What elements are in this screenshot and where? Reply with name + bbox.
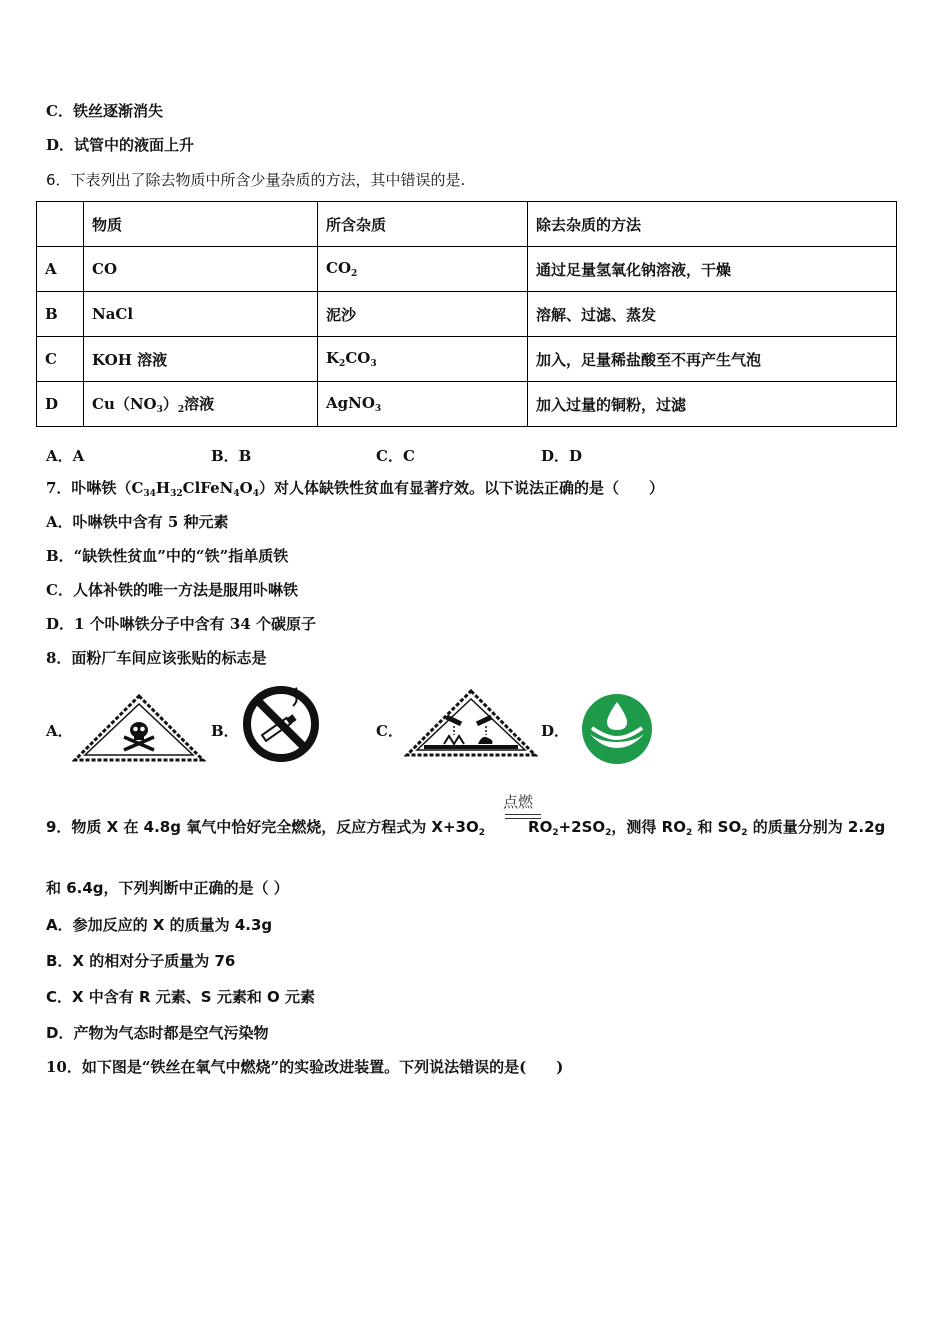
q7-option-d: D．1 个卟啉铁分子中含有 34 个碳原子 [46,615,316,633]
reaction-condition: 点燃 [503,793,534,811]
header-cell: 物质 [84,202,318,247]
q8-label-a: A． [46,722,73,740]
q6-table [36,201,897,427]
q9-option-b: B．X 的相对分子质量为 76 [46,952,236,970]
table-row [37,247,897,292]
row-label: D [37,382,84,427]
q8-stem: 8．面粉厂车间应该张贴的标志是 [46,649,267,667]
no-smoking-icon [241,684,321,764]
row-label: C [37,337,84,382]
water-saving-icon [580,692,654,766]
q8-label-b: B． [211,722,239,740]
q8-label-d: D． [541,722,570,740]
method-cell: 加入，足量稀盐酸至不再产生气泡 [528,337,897,382]
substance-cell: KOH 溶液 [84,337,318,382]
q9-stem-continued: 和 6.4g，下列判断中正确的是（ ） [46,879,289,897]
header-cell: 所含杂质 [318,202,528,247]
impurity-cell: AgNO$_3$ [318,382,528,427]
substance-cell: CO [84,247,318,292]
corrosive-warning-icon [404,688,538,758]
q9-option-d: D．产物为气态时都是空气污染物 [46,1024,269,1042]
substance-cell: NaCl [84,292,318,337]
header-cell [37,202,84,247]
table-row [37,292,897,337]
table-row [37,337,897,382]
q6-option-b: B．B [211,447,252,465]
table-header-row [37,202,897,247]
q9-option-c: C．X 中含有 R 元素、S 元素和 O 元素 [46,988,316,1006]
q8-label-c: C． [376,722,403,740]
q7-option-b: B．“缺铁性贫血”中的“铁”指单质铁 [46,547,289,565]
substance-cell: $Cu(NO_3)_2$溶液 [84,382,318,427]
q7-option-a: A．卟啉铁中含有 5 种元素 [46,513,229,531]
q5-option-d: D．试管中的液面上升 [46,136,195,154]
q10-stem: 10．如下图是“铁丝在氧气中燃烧”的实验改进装置。下列说法错误的是( ) [46,1058,564,1076]
row-label: B [37,292,84,337]
q6-option-a: A．A [46,447,85,465]
q6-stem: 6．下表列出了除去物质中所含少量杂质的方法，其中错误的是. [46,171,466,189]
row-label: A [37,247,84,292]
impurity-cell: $CO_2$ [318,247,528,292]
q9-option-a: A．参加反应的 X 的质量为 4.3g [46,916,273,934]
method-cell: 加入过量的铜粉，过滤 [528,382,897,427]
header-cell: 除去杂质的方法 [528,202,897,247]
impurity-cell: 泥沙 [318,292,528,337]
q9-stem: 9．物质 X 在 4.8g 氧气中恰好完全燃烧，反应方程式为 $X+3O_2$ $RO_2+2SO_2$，测得 $RO_2$ 和 $SO_2$ 的质量分别为 2.2g [46,818,886,838]
impurity-cell: $K_2CO_3$ [318,337,528,382]
poison-warning-icon [72,693,206,763]
q6-option-d: D．D [541,447,583,465]
q5-option-c: C．铁丝逐渐消失 [46,102,163,120]
q7-option-c: C．人体补铁的唯一方法是服用卟啉铁 [46,581,298,599]
method-cell: 通过足量氢氧化钠溶液，干燥 [528,247,897,292]
q6-option-c: C．C [376,447,415,465]
q7-stem: 7．卟啉铁$(C_{34}H_{32}ClFeN_4O_4)$对人体缺铁性贫血有显著疗效。以下说法正确的是（ ） [46,479,664,499]
table-row [37,382,897,427]
method-cell: 溶解、过滤、蒸发 [528,292,897,337]
